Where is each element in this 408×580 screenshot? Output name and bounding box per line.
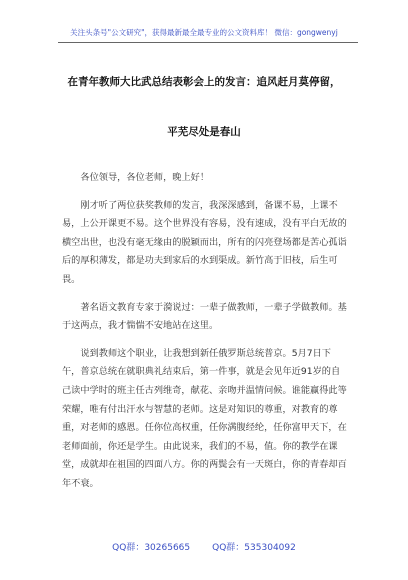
footer-qq-group-2: QQ群：535304092 xyxy=(212,543,296,553)
paragraph: 刚才听了两位获奖教师的发言，我深深感到，备课不易，上课不易，上公开课更不易。这个世界没有容易，没有速成，没有平白无故的横空出世，也没有毫无缘由的脱颖而出，所有的闪亮登场都是苦心孤诣后的厚积薄发，都是功夫到家后的水到渠成。新竹高于旧枝，后生可畏。 xyxy=(62,199,347,285)
document-body xyxy=(62,169,348,494)
paragraph: 著名语文教育专家于漪说过：一辈子做教师，一辈子学做教师。基于这两点，我才惴惴不安地站在这里。 xyxy=(62,301,347,332)
document-subtitle: 平芜尽处是春山 xyxy=(167,126,241,138)
paragraph: 说到教师这个职业，让我想到新任俄罗斯总统普京。5月7日下午，普京总统在就职典礼结束后，第一件事，就是会见年近91岁的自己读中学时的班主任古列维奇，献花、亲吻并温情问候。谁能赢得此等荣耀，唯有付出汗水与智慧的老师。这是对知识的尊重，对教育的尊重，对老师的感恩。任你位高权重，任你满腹经纶，任你富甲天下，在老师面前，你还是学生。由此说来，我们的不易，值。你的教学在课堂，成就却在祖国的四面八方。你的两鬓会有一天斑白，你的青春却百年不衰。 xyxy=(62,347,347,489)
paragraph-greeting: 各位领导，各位老师，晚上好！ xyxy=(80,172,210,183)
header-divider xyxy=(58,42,358,43)
footer xyxy=(0,540,408,553)
document-title: 在青年教师大比武总结表彰会上的发言：追风赶月莫停留， xyxy=(67,76,341,88)
header-note: 关注头条号"公文研究"，获得最新最全最专业的公文资料库！ 微信：gongwenyj xyxy=(70,28,338,37)
footer-qq-group-1: QQ群：30265665 xyxy=(112,543,191,553)
